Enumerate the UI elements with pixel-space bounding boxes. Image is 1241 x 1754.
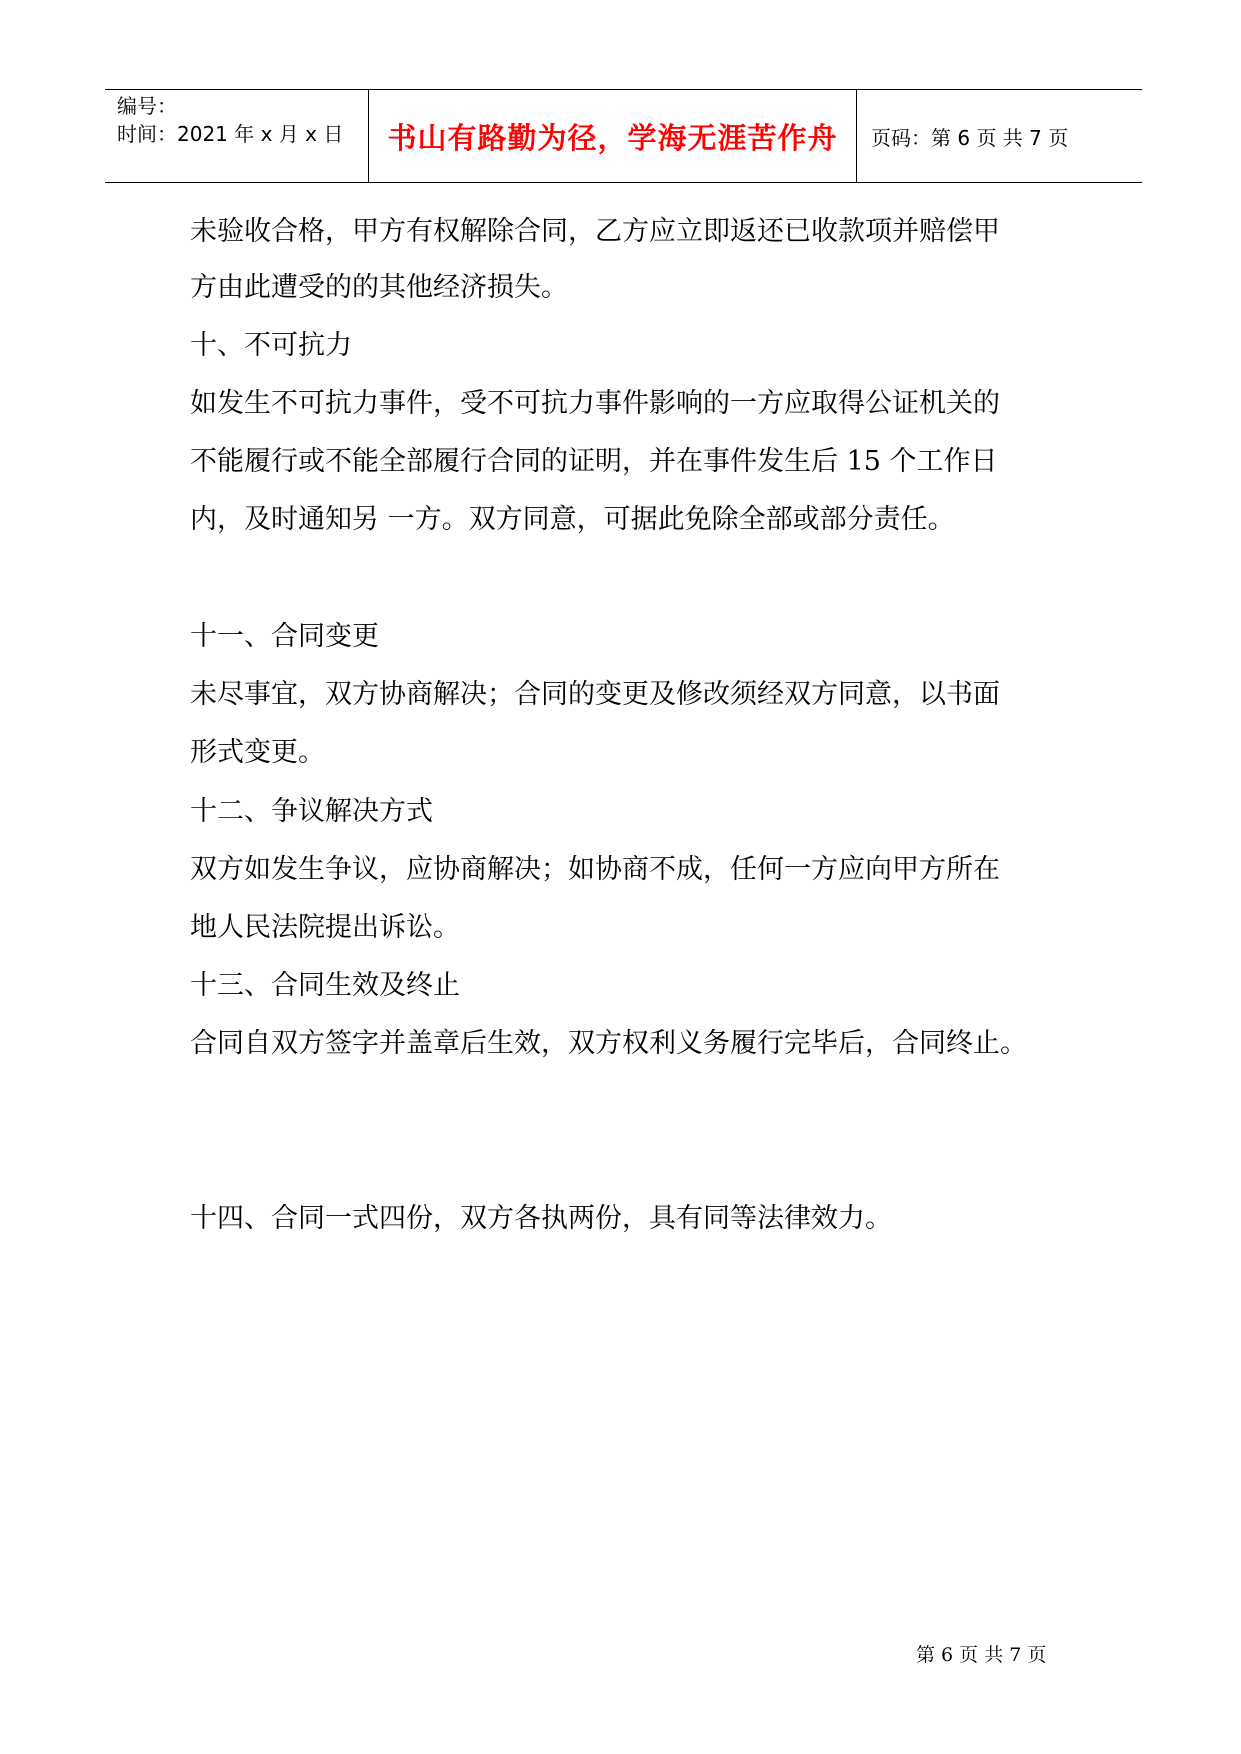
body-line: 方由此遭受的的其他经济损失。 <box>190 272 568 303</box>
body-line: 未验收合格，甲方有权解除合同，乙方应立即返还已收款项并赔偿甲 <box>190 216 1000 247</box>
header-meta <box>105 90 369 182</box>
number-label: 编号： <box>117 94 177 118</box>
page-header <box>105 89 1142 183</box>
section-heading: 十三、合同生效及终止 <box>190 970 460 1001</box>
body-line: 不能履行或不能全部履行合同的证明，并在事件发生后 15 个工作日 <box>190 446 998 477</box>
header-motto-cell <box>369 90 857 182</box>
body-line: 双方如发生争议，应协商解决；如协商不成，任何一方应向甲方所在 <box>190 854 1000 885</box>
section-heading: 十四、合同一式四份，双方各执两份，具有同等法律效力。 <box>190 1203 892 1234</box>
section-heading: 十、不可抗力 <box>190 330 352 361</box>
body-line: 形式变更。 <box>190 737 325 768</box>
body-line: 如发生不可抗力事件，受不可抗力事件影响的一方应取得公证机关的 <box>190 388 1000 419</box>
time-label: 时间：2021 年 x 月 x 日 <box>117 122 344 146</box>
section-heading: 十一、合同变更 <box>190 621 379 652</box>
header-page-cell <box>857 90 1142 182</box>
page-footer: 第 6 页 共 7 页 <box>916 1644 1047 1666</box>
body-line: 未尽事宜，双方协商解决；合同的变更及修改须经双方同意，以书面 <box>190 679 1000 710</box>
motto-text: 书山有路勤为径，学海无涯苦作舟 <box>387 120 838 155</box>
page-label: 页码：第 6 页 共 7 页 <box>871 125 1069 150</box>
body-line: 合同自双方签字并盖章后生效，双方权利义务履行完毕后，合同终止。 <box>190 1028 1027 1059</box>
section-heading: 十二、争议解决方式 <box>190 796 433 827</box>
body-line: 地人民法院提出诉讼。 <box>190 912 460 943</box>
body-line: 内，及时通知另 一方。双方同意，可据此免除全部或部分责任。 <box>190 504 955 535</box>
